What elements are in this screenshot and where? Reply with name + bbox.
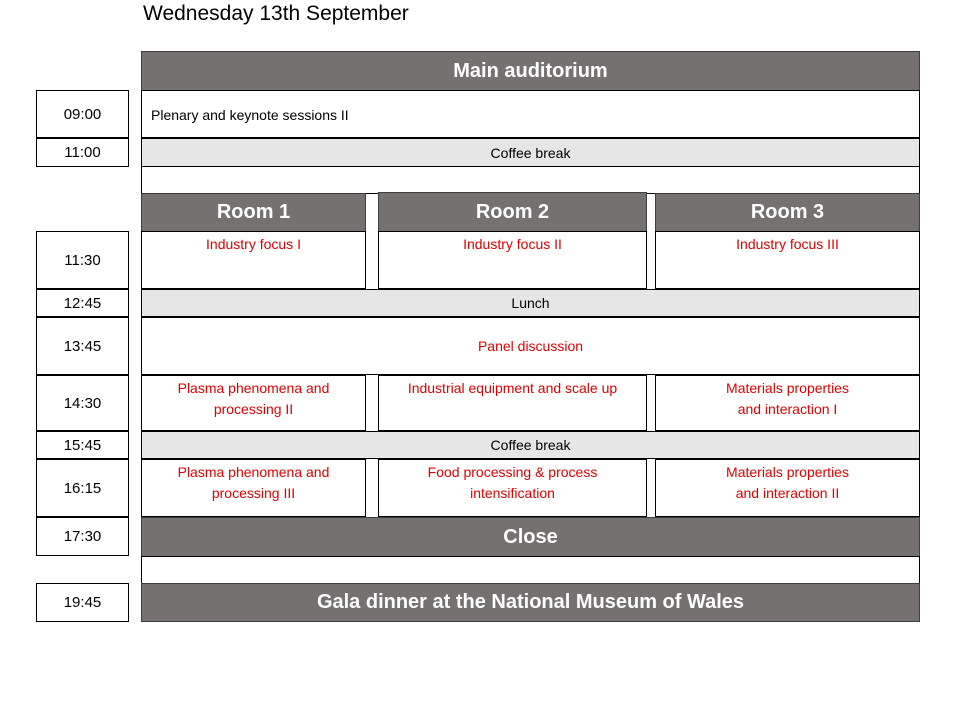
time-slot: 17:30 — [36, 517, 129, 556]
session-line: Industrial equipment and scale up — [407, 380, 618, 396]
time-slot: 13:45 — [36, 317, 129, 375]
session-line: Materials properties — [726, 464, 849, 480]
close-row: Close — [141, 517, 920, 557]
session-line: Food processing & process — [427, 464, 598, 480]
session-line: intensification — [470, 485, 555, 501]
session-cell: Industry focus I — [141, 231, 366, 289]
session-line: processing II — [213, 401, 294, 417]
time-slot: 16:15 — [36, 459, 129, 517]
session-line: Plasma phenomena and — [177, 380, 330, 396]
session-line: Plasma phenomena and — [177, 464, 330, 480]
main-auditorium-header: Main auditorium — [141, 51, 920, 91]
page-title: Wednesday 13th September — [143, 2, 409, 25]
session-cell — [141, 459, 366, 517]
session-cell — [655, 375, 920, 431]
plenary-session-cell: Plenary and keynote sessions II — [141, 90, 920, 138]
time-slot: 12:45 — [36, 289, 129, 317]
session-cell — [655, 459, 920, 517]
spacer-row — [141, 166, 920, 194]
session-cell: Industry focus II — [378, 231, 647, 289]
time-slot: 19:45 — [36, 583, 129, 622]
coffee-break-row: Coffee break — [141, 431, 920, 459]
session-cell: Industry focus III — [655, 231, 920, 289]
session-line: Materials properties — [726, 380, 849, 396]
gala-dinner-row: Gala dinner at the National Museum of Wales — [141, 583, 920, 622]
lunch-row: Lunch — [141, 289, 920, 317]
time-slot: 15:45 — [36, 431, 129, 459]
time-slot: 11:30 — [36, 231, 129, 289]
room-3-header: Room 3 — [655, 193, 920, 232]
room-1-header: Room 1 — [141, 193, 366, 232]
session-cell — [141, 375, 366, 431]
time-slot: 14:30 — [36, 375, 129, 431]
time-slot: 09:00 — [36, 90, 129, 138]
room-2-header: Room 2 — [378, 192, 647, 232]
session-cell — [378, 375, 647, 431]
session-line: and interaction I — [737, 401, 838, 417]
coffee-break-row: Coffee break — [141, 138, 920, 167]
session-cell — [378, 459, 647, 517]
spacer-row — [141, 556, 920, 584]
panel-discussion-cell: Panel discussion — [141, 317, 920, 375]
session-line: processing III — [211, 485, 296, 501]
session-line: and interaction II — [735, 485, 840, 501]
time-slot: 11:00 — [36, 138, 129, 167]
